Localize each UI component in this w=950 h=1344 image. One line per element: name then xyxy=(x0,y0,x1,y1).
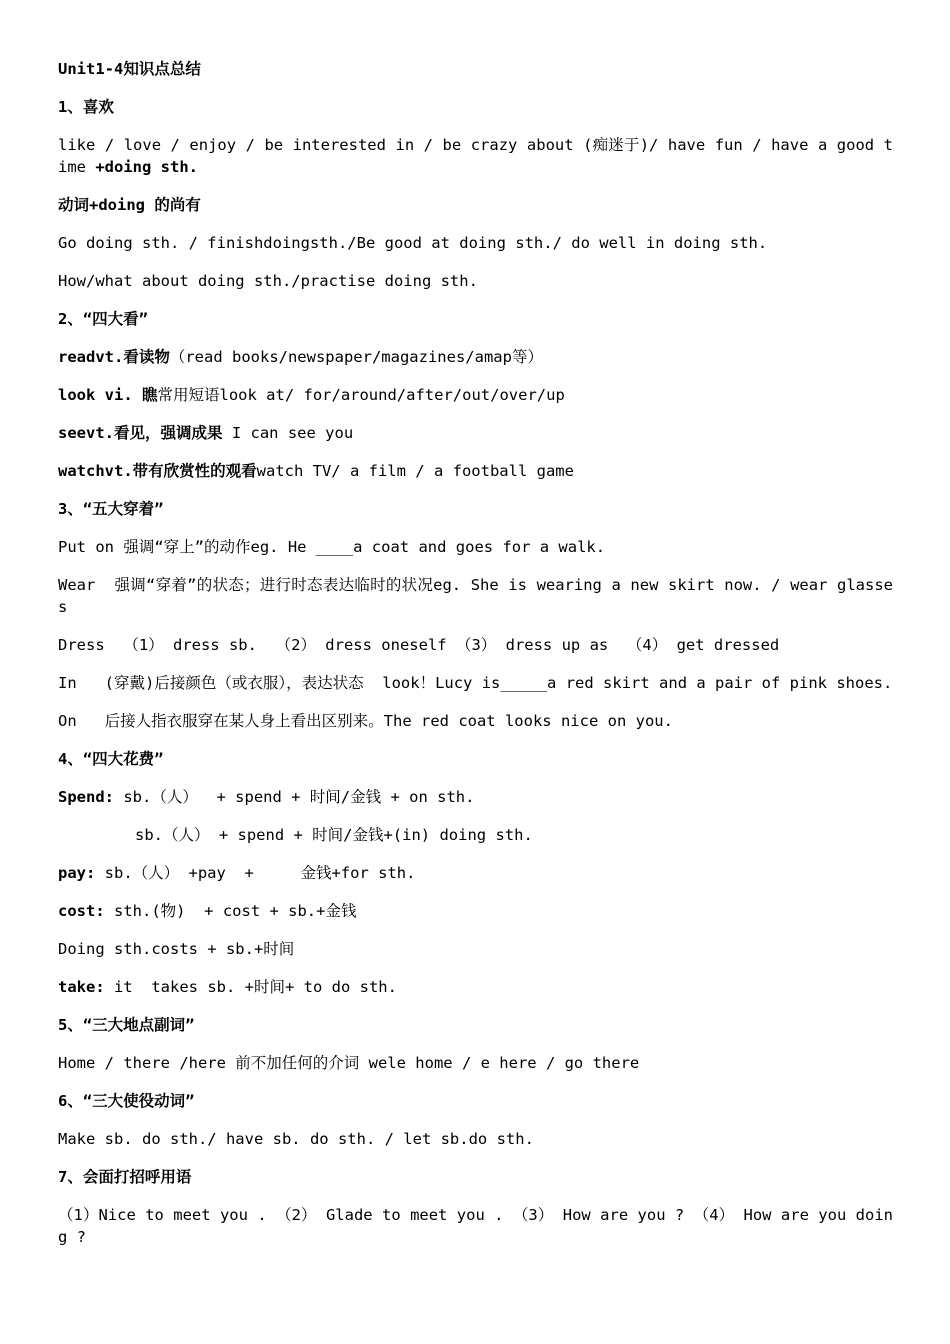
s2-see-text: I can see you xyxy=(222,424,354,442)
section-4-heading: 4、“四大花费” xyxy=(58,750,164,768)
s2-watch-label: watchvt.带有欣赏性的观看 xyxy=(58,462,257,480)
s4-spend-1-text: sb.（人） + spend + 时间/金钱 + on sth. xyxy=(114,788,475,806)
s1-line-3: How/what about doing sth./practise doing sth. xyxy=(58,272,478,290)
section-7-heading: 7、会面打招呼用语 xyxy=(58,1168,192,1186)
s2-watch xyxy=(58,460,893,482)
s4-take xyxy=(58,976,893,998)
s1-line-1 xyxy=(58,134,893,178)
s3-wear: Wear 强调“穿着”的状态；进行时态表达临时的状况eg. She is wearing a new skirt now. / wear glasses xyxy=(58,576,893,616)
s4-spend-2: sb.（人） + spend + 时间/金钱+(in) doing sth. xyxy=(135,826,533,844)
s1-line-2: Go doing sth. / finishdoingsth./Be good at doing sth./ do well in doing sth. xyxy=(58,234,768,252)
s4-pay-label: pay: xyxy=(58,864,96,882)
s2-watch-text: watch TV/ a film / a football game xyxy=(256,462,574,480)
section-1-heading: 1、喜欢 xyxy=(58,98,114,116)
s4-take-text: it takes sb. +时间+ to do sth. xyxy=(104,978,397,996)
section-5-heading: 5、“三大地点副词” xyxy=(58,1016,195,1034)
s1-line-1-bold: +doing sth. xyxy=(95,158,198,176)
section-3-heading: 3、“五大穿着” xyxy=(58,500,164,518)
s5-line: Home / there /here 前不加任何的介词 wele home / e here / go there xyxy=(58,1054,640,1072)
s4-cost xyxy=(58,900,893,922)
s3-put-on: Put on 强调“穿上”的动作eg. He ____a coat and goes for a walk. xyxy=(58,538,606,556)
s7-line: （1）Nice to meet you . （2） Glade to meet you . （3） How are you ? （4） How are you doing ? xyxy=(58,1206,893,1246)
s2-read-text: （read books/newspaper/magazines/amap等） xyxy=(169,348,543,366)
s2-look xyxy=(58,384,893,406)
s1-subheading: 动词+doing 的尚有 xyxy=(58,196,201,214)
s4-cost-2: Doing sth.costs + sb.+时间 xyxy=(58,940,295,958)
s4-pay xyxy=(58,862,893,884)
s2-look-label: look vi. 瞧 xyxy=(58,386,158,404)
s2-read-label: readvt.看读物 xyxy=(58,348,170,366)
section-2-heading: 2、“四大看” xyxy=(58,310,148,328)
s4-pay-text: sb.（人） +pay + 金钱+for sth. xyxy=(95,864,416,882)
s3-on: On 后接人指衣服穿在某人身上看出区别来。The red coat looks nice on you. xyxy=(58,712,673,730)
s1-line-1-text: like / love / enjoy / be interested in / be crazy about (痴迷于)/ have fun / have a good time xyxy=(58,136,893,176)
document-page xyxy=(58,58,893,1264)
s2-see xyxy=(58,422,893,444)
s4-spend-1 xyxy=(58,786,893,808)
s2-read xyxy=(58,346,893,368)
s6-line: Make sb. do sth./ have sb. do sth. / let sb.do sth. xyxy=(58,1130,534,1148)
s4-take-label: take: xyxy=(58,978,105,996)
s3-in: In (穿戴)后接颜色（或衣服），表达状态 look！Lucy is_____a red skirt and a pair of pink shoes. xyxy=(58,674,893,692)
s4-spend-label: Spend: xyxy=(58,788,114,806)
s4-cost-text: sth.(物) + cost + sb.+金钱 xyxy=(104,902,357,920)
section-6-heading: 6、“三大使役动词” xyxy=(58,1092,195,1110)
s2-look-text: 常用短语look at/ for/around/after/out/over/up xyxy=(157,386,565,404)
s3-dress: Dress （1） dress sb. （2） dress oneself （3） dress up as （4） get dressed xyxy=(58,636,780,654)
s4-cost-label: cost: xyxy=(58,902,105,920)
s2-see-label: seevt.看见，强调成果 xyxy=(58,424,223,442)
document-title: Unit1-4知识点总结 xyxy=(58,60,201,78)
